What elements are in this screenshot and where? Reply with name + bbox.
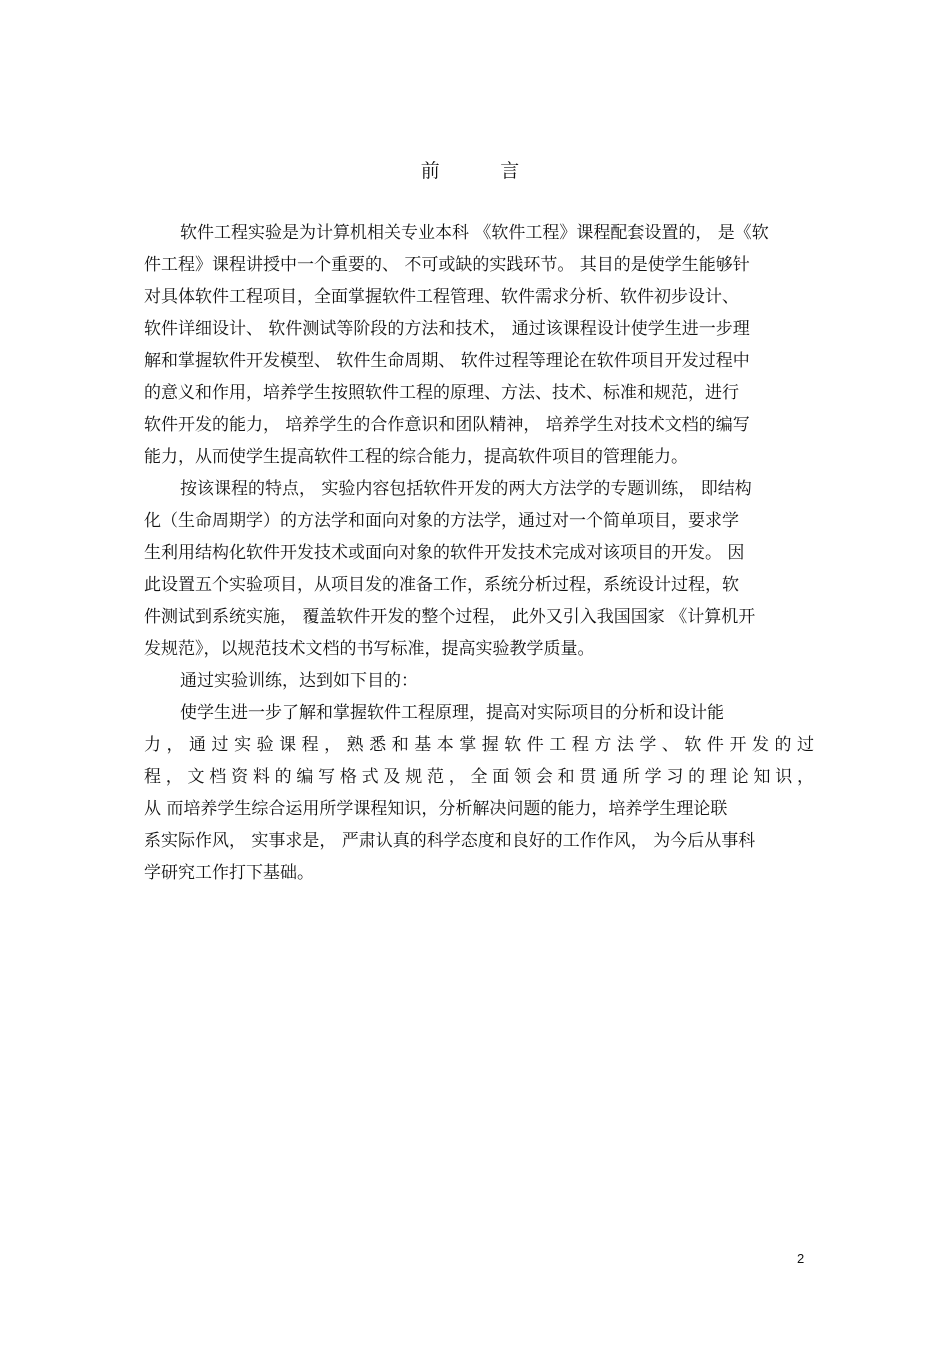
- text-line: 件测试到系统实施， 覆盖软件开发的整个过程， 此外又引入我国国家 《计算机开: [144, 607, 756, 627]
- text-line: 软件详细设计、 软件测试等阶段的方法和技术， 通过该课程设计使学生进一步理: [144, 319, 750, 339]
- text-line: 通过实验训练，达到如下目的：: [180, 671, 418, 691]
- text-line: 软件开发的能力， 培养学生的合作意识和团队精神， 培养学生对技术文档的编写: [144, 415, 750, 435]
- text-line: 按该课程的特点， 实验内容包括软件开发的两大方法学的专题训练， 即结构: [180, 479, 752, 499]
- text-line: 生利用结构化软件开发技术或面向对象的软件开发技术完成对该项目的开发。 因: [144, 543, 745, 563]
- text-line: 解和掌握软件开发模型、 软件生命周期、 软件过程等理论在软件项目开发过程中: [144, 351, 750, 371]
- text-line: 程，文档资料的编写格式及规范，全面领会和贯通所学习的理论知识，: [144, 767, 814, 787]
- text-line: 从 而培养学生综合运用所学课程知识，分析解决问题的能力，培养学生理论联: [144, 799, 728, 819]
- text-line: 学研究工作打下基础。: [144, 863, 314, 883]
- page-number: 2: [797, 1251, 805, 1266]
- text-line: 件工程》课程讲授中一个重要的、 不可或缺的实践环节。 其目的是使学生能够针: [144, 255, 750, 275]
- text-line: 能力，从而使学生提高软件工程的综合能力，提高软件项目的管理能力。: [144, 447, 688, 467]
- text-line: 的意义和作用，培养学生按照软件工程的原理、方法、技术、标准和规范，进行: [144, 383, 739, 403]
- text-line: 发规范》，以规范技术文档的书写标准，提高实验教学质量。: [144, 639, 595, 659]
- text-line: 软件工程实验是为计算机相关专业本科 《软件工程》课程配套设置的， 是《软: [180, 223, 769, 243]
- text-line: 使学生进一步了解和掌握软件工程原理，提高对实际项目的分析和设计能: [180, 703, 724, 723]
- text-line: 对具体软件工程项目，全面掌握软件工程管理、软件需求分析、软件初步设计、: [144, 287, 739, 307]
- body-text: [144, 217, 814, 889]
- page-title: 前 言: [420, 160, 520, 182]
- text-line: 化（生命周期学）的方法学和面向对象的方法学，通过对一个简单项目，要求学: [144, 511, 739, 531]
- text-line: 系实际作风， 实事求是， 严肃认真的科学态度和良好的工作作风， 为今后从事科: [144, 831, 756, 851]
- text-line: 力，通过实验课程，熟悉和基本掌握软件工程方法学、软件开发的过: [144, 735, 814, 755]
- text-line: 此设置五个实验项目，从项目发的准备工作，系统分析过程，系统设计过程，软: [144, 575, 739, 595]
